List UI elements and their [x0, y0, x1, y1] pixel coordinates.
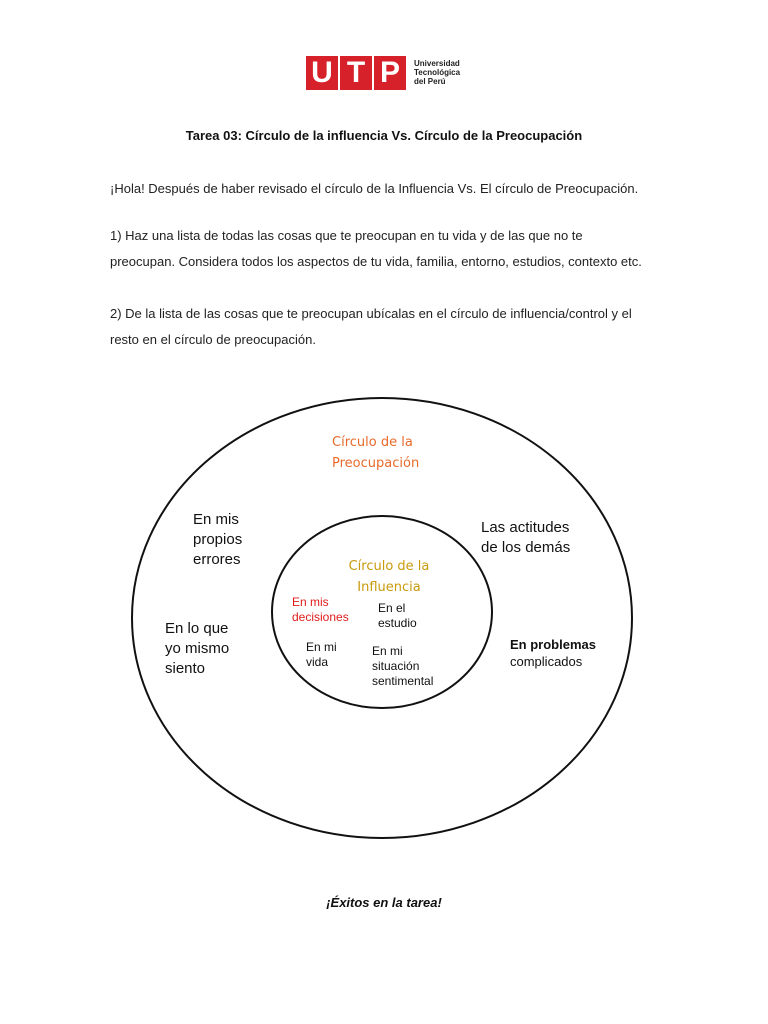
inner-circle-title — [343, 556, 435, 598]
item-line: En mi — [306, 640, 337, 654]
item-line: yo mismo — [165, 640, 230, 657]
outer-title-line: Preocupación — [332, 456, 420, 471]
item-line: errores — [193, 551, 241, 568]
outer-item-actitudes — [481, 518, 570, 558]
item-line: En mis — [292, 595, 329, 609]
item-line: complicados — [510, 654, 583, 669]
item-line: En problemas — [510, 637, 596, 652]
item-line: En mis — [193, 511, 239, 528]
document-title: Tarea 03: Círculo de la influencia Vs. Círculo de la Preocupación — [185, 128, 583, 143]
item-line: estudio — [378, 616, 417, 630]
outer-title-line: Círculo de la — [332, 435, 413, 450]
logo-name-line: Tecnológica — [414, 68, 461, 77]
item-line: sentimental — [372, 674, 434, 688]
instruction-2: 2) De la lista de las cosas que te preocupan ubícalas en el círculo de influencia/control y el resto en el círculo de preocupación. — [110, 306, 632, 347]
instruction-1: 1) Haz una lista de todas las cosas que te preocupan en tu vida y de las que no te preocupan. Considera todos los aspectos de tu vida, familia, entorno, estudios, contexto etc. — [110, 228, 642, 269]
inner-item-vida — [306, 640, 337, 670]
item-line: decisiones — [292, 610, 349, 624]
inner-title-line: Influencia — [357, 580, 421, 595]
item-line: En el — [378, 601, 406, 615]
inner-item-sentimental — [372, 644, 433, 689]
inner-item-decisiones — [292, 595, 349, 625]
outer-item-problemas — [510, 636, 596, 670]
item-line: vida — [306, 655, 329, 669]
item-line: En lo que — [165, 620, 229, 637]
outer-circle-title — [332, 432, 419, 474]
logo-name-line: del Perú — [414, 77, 446, 86]
outer-item-siento — [165, 619, 229, 679]
inner-item-estudio — [378, 601, 417, 631]
item-line: Las actitudes — [481, 519, 570, 536]
item-line: propios — [193, 531, 243, 548]
utp-logo — [306, 56, 466, 92]
intro-paragraph: ¡Hola! Después de haber revisado el círculo de la Influencia Vs. El círculo de Preocupación. — [110, 181, 639, 196]
outer-item-errores — [193, 510, 242, 570]
logo-letter-t: T — [340, 56, 372, 90]
item-line: situación — [372, 659, 420, 673]
logo-university-name — [414, 59, 474, 86]
item-line: de los demás — [481, 539, 571, 556]
logo-letter-p: P — [374, 56, 406, 90]
logo-blocks — [306, 56, 410, 90]
logo-letter-u: U — [306, 56, 338, 90]
circles-diagram — [0, 380, 768, 860]
logo-name-line: Universidad — [414, 59, 460, 68]
item-line: En mi — [372, 644, 403, 658]
inner-title-line: Círculo de la — [348, 559, 430, 574]
item-line: siento — [165, 660, 206, 677]
closing-message: ¡Éxitos en la tarea! — [326, 895, 442, 910]
